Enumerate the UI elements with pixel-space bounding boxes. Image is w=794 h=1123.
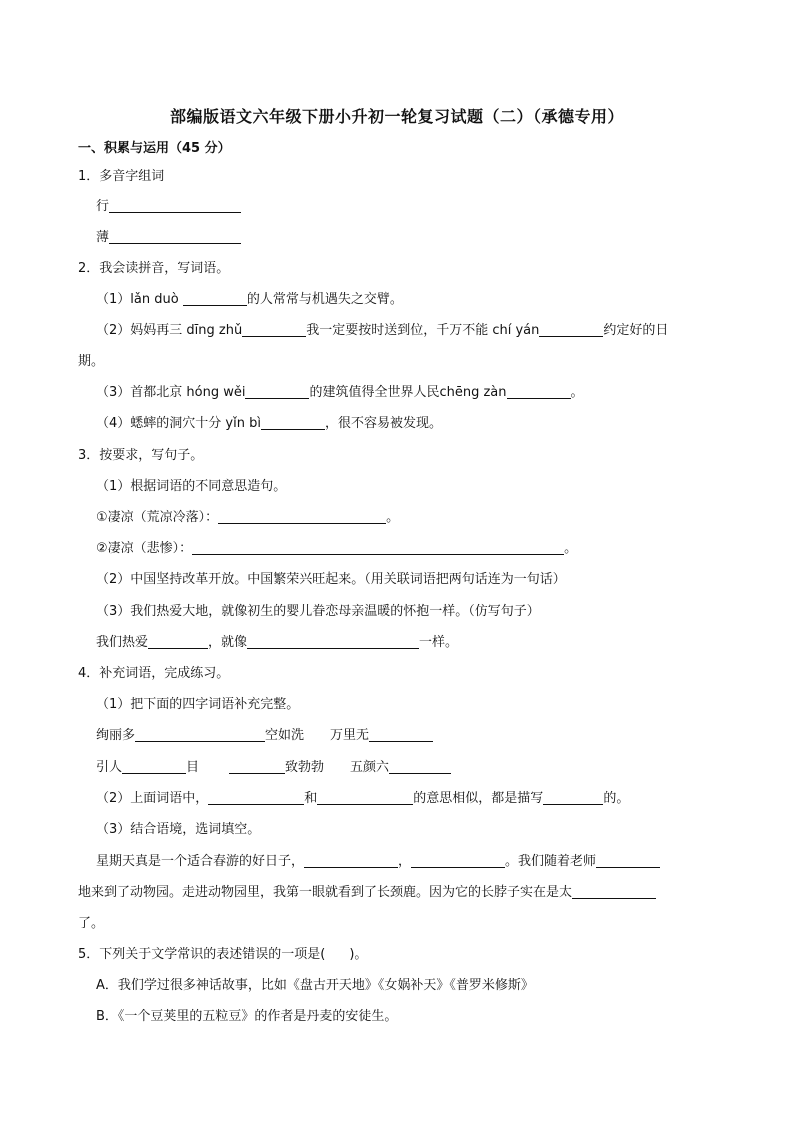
q3-text: 。 <box>564 541 578 556</box>
q2-text: （4）蟋蟀的洞穴十分 yǐn bì <box>96 416 261 431</box>
answer-blank[interactable] <box>109 229 241 244</box>
q4-word: 引人 <box>96 760 123 775</box>
page-title: 部编版语文六年级下册小升初一轮复习试题（二）（承德专用） <box>169 107 624 126</box>
q4-word: 万里无 <box>330 728 370 743</box>
question-4-label: 4．补充词语，完成练习。 <box>78 666 230 681</box>
q3-text: ①凄凉（荒凉冷落）： <box>96 510 219 525</box>
q2-item-2-cont: 期。 <box>78 354 105 369</box>
answer-blank[interactable] <box>242 322 306 337</box>
question-2-label: 2．我会读拼音，写词语。 <box>78 261 230 276</box>
answer-blank[interactable] <box>148 634 208 649</box>
section-heading: 一、积累与运用（45 分） <box>78 141 231 156</box>
q4-text: 地来到了动物园。走进动物园里，我第一眼就看到了长颈鹿。因为它的长脖子实在是太 <box>78 885 573 900</box>
q4-word: 五颜六 <box>350 760 390 775</box>
answer-blank[interactable] <box>109 198 241 213</box>
q4-word: 绚丽多 <box>96 728 136 743</box>
question-5-label <box>78 946 367 964</box>
q1-char-1: 行 <box>96 199 110 214</box>
answer-blank[interactable] <box>543 790 603 805</box>
answer-blank[interactable] <box>369 727 433 742</box>
q4-sub-2 <box>96 790 629 808</box>
answer-blank[interactable] <box>596 853 660 868</box>
q4-sub-3: （3）结合语境，选词填空。 <box>96 822 261 837</box>
q4-passage-line-1 <box>96 853 660 871</box>
answer-blank[interactable] <box>539 322 603 337</box>
answer-blank[interactable] <box>507 384 571 399</box>
question-3-label: 3．按要求，写句子。 <box>78 448 204 463</box>
q3-sub-3: （3）我们热爱大地，就像初生的婴儿眷恋母亲温暖的怀抱一样。（仿写句子） <box>96 604 540 619</box>
q3-sub-2: （2）中国坚持改革开放。中国繁荣兴旺起来。（用关联词语把两句话连为一句话） <box>96 572 566 587</box>
answer-blank[interactable] <box>411 853 505 868</box>
answer-blank[interactable] <box>389 759 451 774</box>
q4-text: 和 <box>304 791 318 806</box>
answer-blank[interactable] <box>304 853 398 868</box>
q2-text: ，很不容易被发现。 <box>324 416 442 431</box>
q5-option-a[interactable]: A．我们学过很多神话故事，比如《盘古开天地》《女娲补天》《普罗米修斯》 <box>96 978 534 993</box>
answer-blank[interactable] <box>122 759 186 774</box>
q2-item-1 <box>96 291 403 309</box>
q4-text: 。我们随着老师 <box>505 854 597 869</box>
q4-text: ， <box>398 854 412 869</box>
answer-blank[interactable] <box>218 509 386 524</box>
q2-text: 的人常常与机遇失之交臂。 <box>246 292 403 307</box>
answer-blank[interactable] <box>135 727 265 742</box>
q2-text: 我一定要按时送到位，千万不能 chí yán <box>306 323 540 338</box>
answer-blank[interactable] <box>572 884 656 899</box>
q2-text: 。 <box>570 385 584 400</box>
answer-blank[interactable] <box>192 540 564 555</box>
q2-text: （1）lǎn duò <box>96 292 183 307</box>
q4-text: （2）上面词语中， <box>96 791 209 806</box>
q5-text: )。 <box>349 947 368 962</box>
q4-word: 致勃勃 <box>285 760 325 775</box>
q1-item-2 <box>96 229 241 247</box>
q4-words-row-1 <box>96 727 433 745</box>
q4-word: 目 <box>186 760 200 775</box>
q3-sentence-1 <box>96 509 399 527</box>
q3-text: 我们热爱 <box>96 635 149 650</box>
q4-text: 星期天真是一个适合春游的好日子， <box>96 854 305 869</box>
answer-blank[interactable] <box>229 759 285 774</box>
q2-item-4 <box>96 415 442 433</box>
q3-text: ②凄凉（悲惨）： <box>96 541 193 556</box>
q4-text: 的。 <box>603 791 630 806</box>
q5-option-b[interactable]: B．《一个豆荚里的五粒豆》的作者是丹麦的安徒生。 <box>96 1009 398 1024</box>
q2-text: （3）首都北京 hóng wěi <box>96 385 246 400</box>
question-1-label: 1．多音字组词 <box>78 169 165 184</box>
q1-item-1 <box>96 198 241 216</box>
q1-char-2: 薄 <box>96 230 110 245</box>
q3-text: 。 <box>386 510 400 525</box>
q2-item-2 <box>96 322 668 340</box>
answer-blank[interactable] <box>183 291 247 306</box>
answer-blank[interactable] <box>261 415 325 430</box>
q2-text: （2）妈妈再三 dīng zhǔ <box>96 323 243 338</box>
answer-blank[interactable] <box>208 790 304 805</box>
q4-passage-line-2 <box>78 884 656 902</box>
q4-sub-1: （1）把下面的四字词语补充完整。 <box>96 697 300 712</box>
q3-sentence-2 <box>96 540 577 558</box>
q4-words-row-2 <box>96 759 451 777</box>
q3-imitation <box>96 634 458 652</box>
q2-item-3 <box>96 384 584 402</box>
q4-text: 的意思相似，都是描写 <box>413 791 544 806</box>
q3-text: 一样。 <box>419 635 459 650</box>
q3-text: ，就像 <box>208 635 248 650</box>
q2-text: 的建筑值得全世界人民chēng zàn <box>309 385 507 400</box>
q5-text: 5．下列关于文学常识的表述错误的一项是( <box>78 947 326 962</box>
answer-blank[interactable] <box>245 384 309 399</box>
q4-passage-line-3: 了。 <box>78 916 105 931</box>
q4-word: 空如洗 <box>265 728 305 743</box>
q2-text: 约定好的日 <box>603 323 669 338</box>
answer-blank[interactable] <box>317 790 413 805</box>
q3-sub-1: （1）根据词语的不同意思造句。 <box>96 479 287 494</box>
answer-blank[interactable] <box>247 634 419 649</box>
